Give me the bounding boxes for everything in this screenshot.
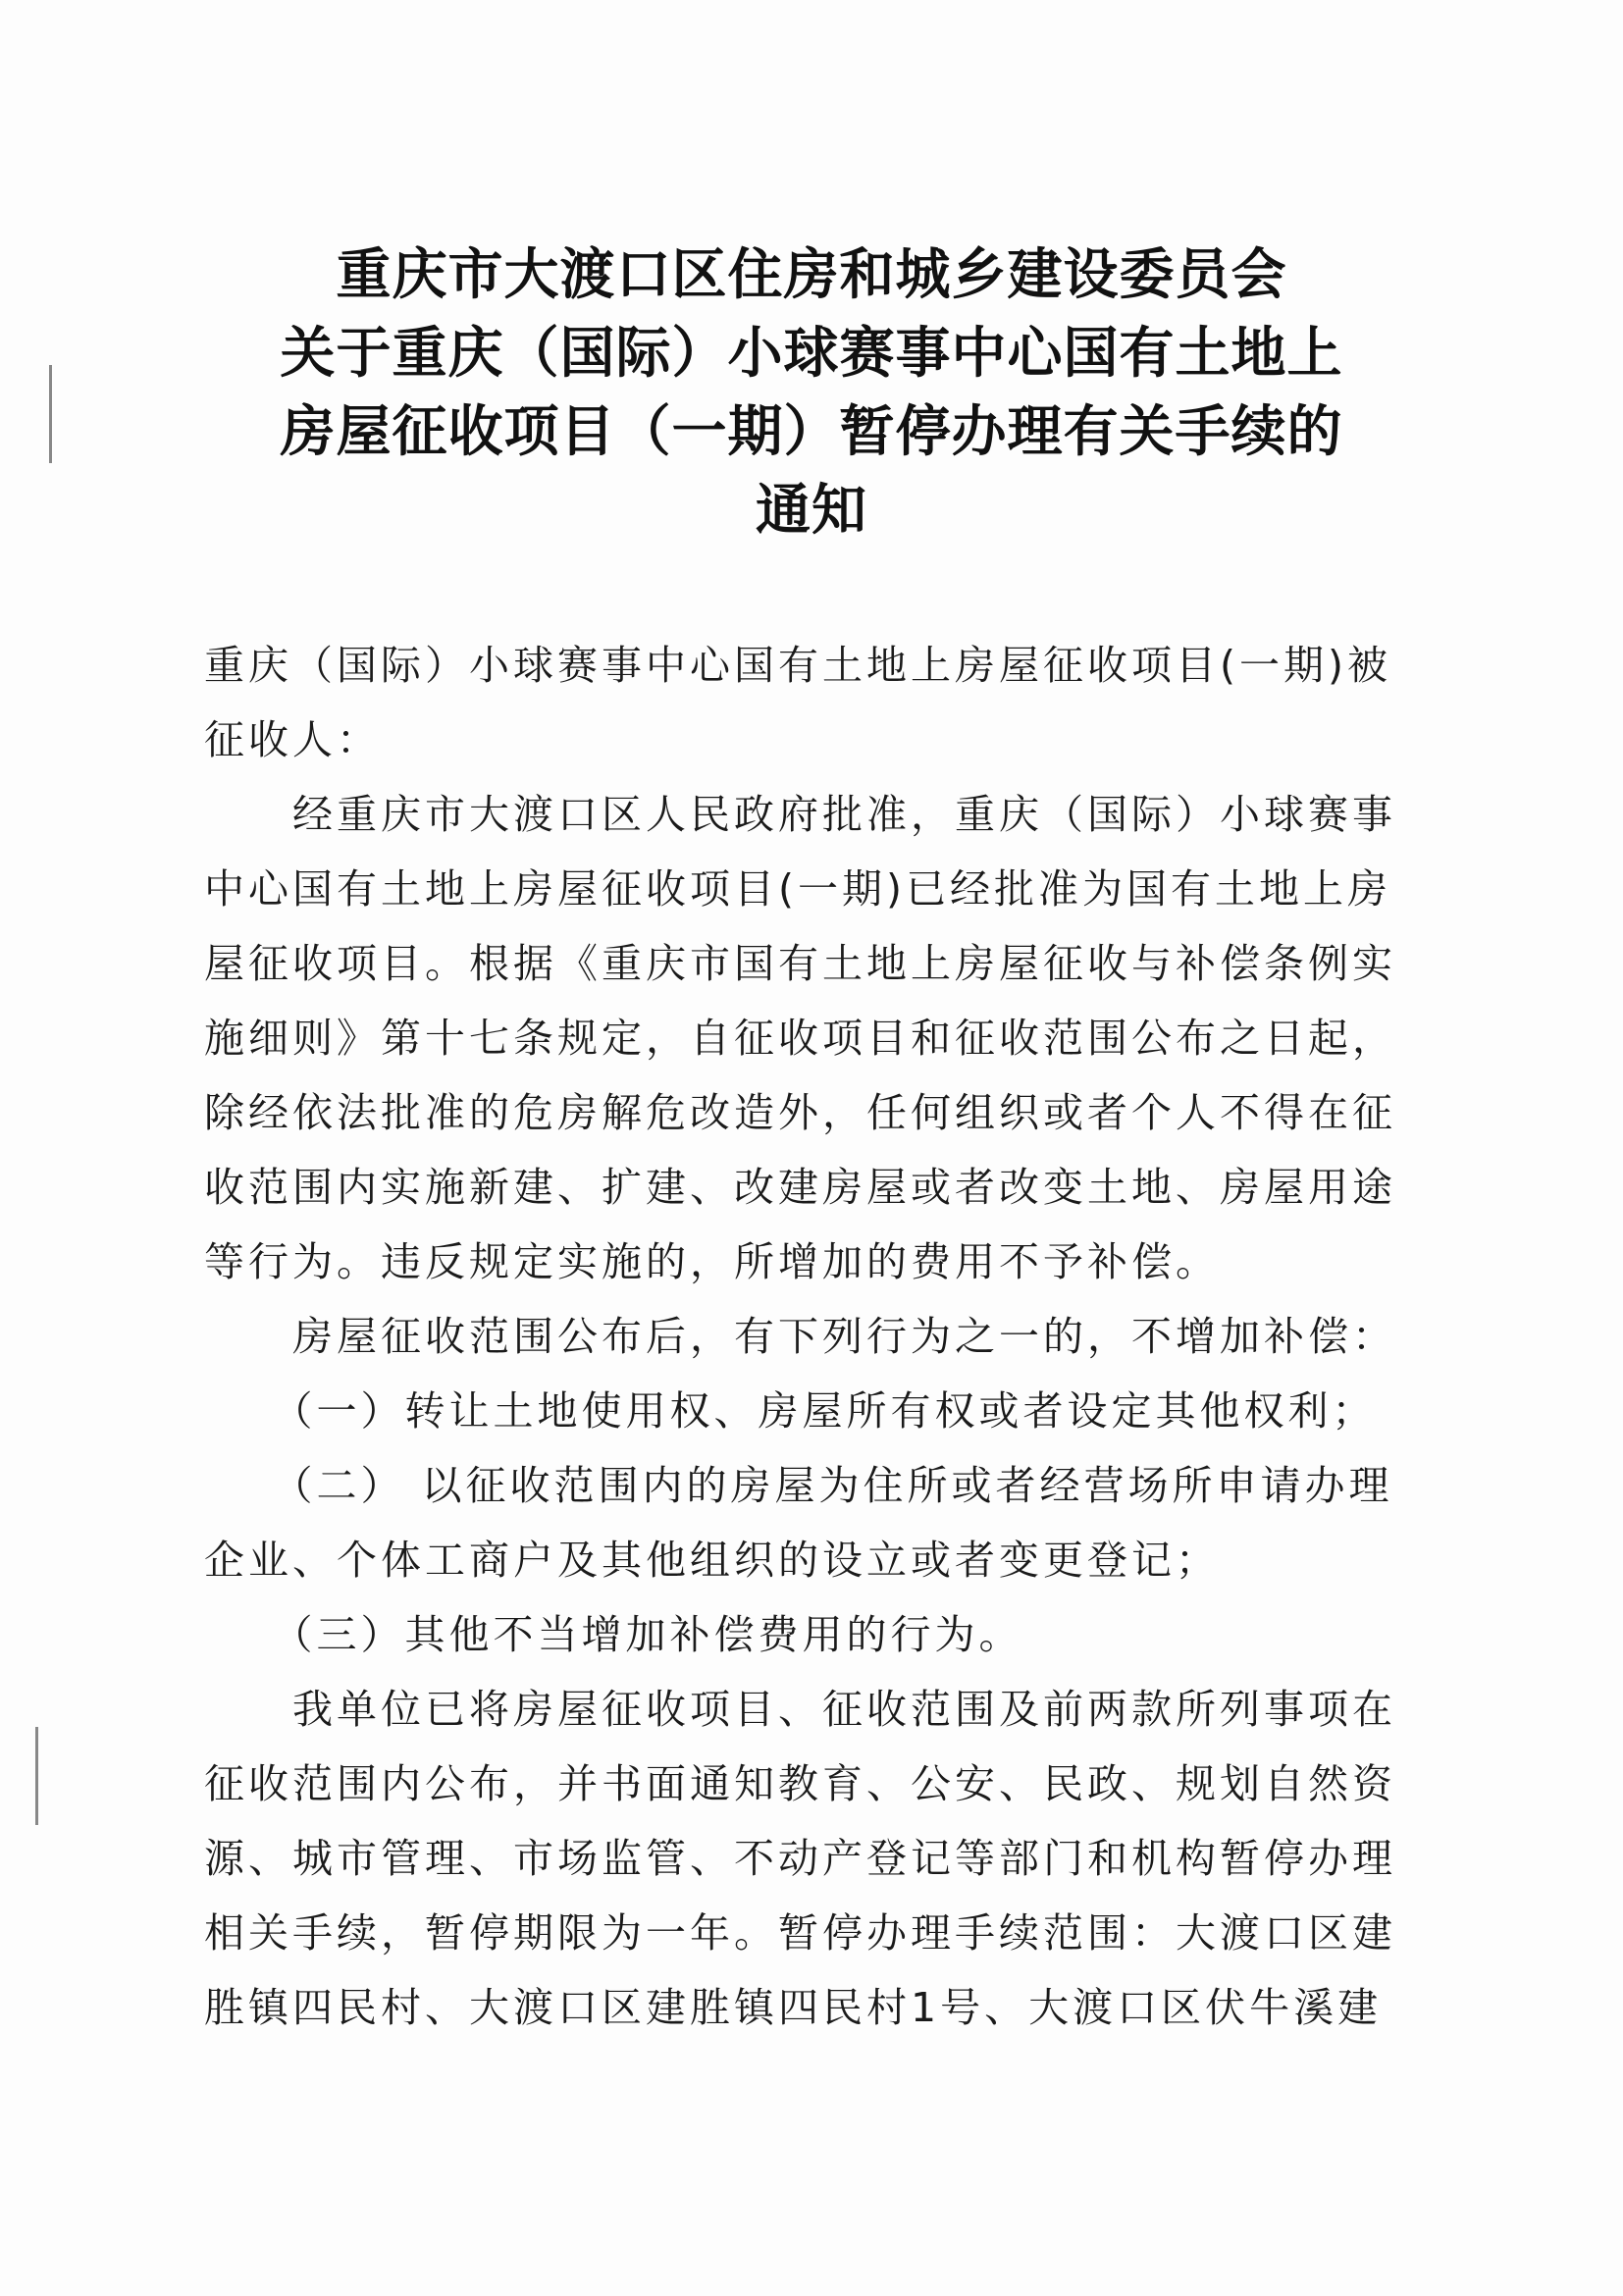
body-line-12: （二） 以征收范围内的房屋为住所或者经营场所申请办理 [204, 1462, 1393, 1509]
notice-title-line-3: 房屋征收项目（一期）暂停办理有关手续的 [280, 399, 1343, 464]
notice-title-line-2: 关于重庆（国际）小球赛事中心国有土地上 [280, 321, 1343, 386]
notice-title-line-4: 通知 [756, 478, 867, 543]
body-line-19: 胜镇四民村、大渡口区建胜镇四民村1号、大渡口区伏牛溪建 [204, 1984, 1383, 2031]
scan-mark-bottom [35, 1727, 38, 1825]
body-line-10: 房屋征收范围公布后，有下列行为之一的，不增加补偿： [204, 1313, 1396, 1360]
body-line-3: 经重庆市大渡口区人民政府批准，重庆（国际）小球赛事 [204, 791, 1396, 838]
body-line-6: 施细则》第十七条规定，自征收项目和征收范围公布之日起， [204, 1015, 1396, 1062]
body-line-5: 屋征收项目。根据《重庆市国有土地上房屋征收与补偿条例实 [204, 940, 1396, 987]
body-line-17: 源、城市管理、市场监管、不动产登记等部门和机构暂停办理 [204, 1835, 1396, 1882]
body-line-13: 企业、个体工商户及其他组织的设立或者变更登记； [204, 1537, 1220, 1584]
body-line-11: （一）转让土地使用权、房屋所有权或者设定其他权利； [204, 1387, 1377, 1435]
body-line-9: 等行为。违反规定实施的，所增加的费用不予补偿。 [204, 1238, 1220, 1285]
body-line-15: 我单位已将房屋征收项目、征收范围及前两款所列事项在 [204, 1686, 1396, 1733]
body-line-8: 收范围内实施新建、扩建、改建房屋或者改变土地、房屋用途 [204, 1164, 1396, 1211]
body-line-1: 重庆（国际）小球赛事中心国有土地上房屋征收项目(一期)被 [204, 642, 1391, 689]
body-line-18: 相关手续，暂停期限为一年。暂停办理手续范围：大渡口区建 [204, 1909, 1396, 1957]
body-line-16: 征收范围内公布，并书面通知教育、公安、民政、规划自然资 [204, 1760, 1396, 1807]
body-line-4: 中心国有土地上房屋征收项目(一期)已经批准为国有土地上房 [204, 865, 1391, 913]
body-line-14: （三）其他不当增加补偿费用的行为。 [204, 1611, 1023, 1658]
body-line-7: 除经依法批准的危房解危改造外，任何组织或者个人不得在征 [204, 1089, 1396, 1136]
body-line-2: 征收人： [204, 716, 381, 763]
notice-title-line-1: 重庆市大渡口区住房和城乡建设委员会 [336, 242, 1287, 307]
